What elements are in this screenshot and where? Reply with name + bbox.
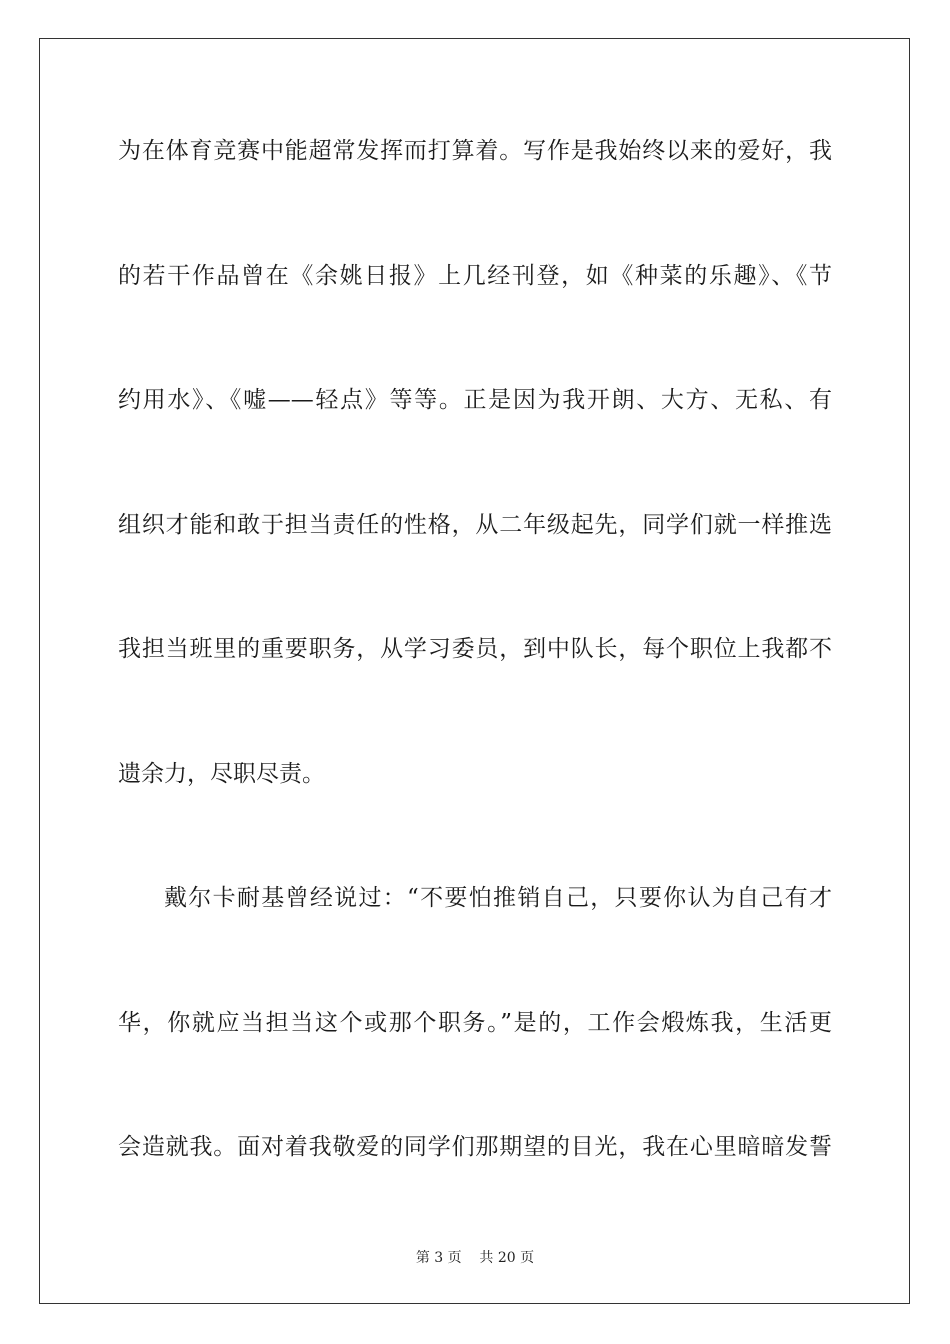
paragraph-line: 约用水》、《嘘——轻点》等等。正是因为我开朗、大方、无私、有	[118, 387, 832, 413]
paragraph-line: 组织才能和敢于担当责任的性格，从二年级起先，同学们就一样推选	[118, 512, 832, 538]
paragraph-last-line: 遗余力，尽职尽责。	[118, 761, 325, 787]
page-number-footer: 第 3 页 共 20 页	[415, 1250, 535, 1266]
page-border	[39, 38, 910, 1304]
paragraph-line: 我担当班里的重要职务，从学习委员，到中队长，每个职位上我都不	[118, 636, 832, 662]
paragraph-line: 华，你就应当担当这个或那个职务。”是的，工作会煅炼我，生活更	[118, 1010, 832, 1036]
paragraph-first-line-indented: 戴尔卡耐基曾经说过：“不要怕推销自己，只要你认为自己有才	[164, 885, 832, 911]
paragraph-line: 为在体育竞赛中能超常发挥而打算着。写作是我始终以来的爱好，我	[118, 138, 832, 164]
paragraph-line: 会造就我。面对着我敬爱的同学们那期望的目光，我在心里暗暗发誓	[118, 1134, 832, 1160]
paragraph-line: 的若干作品曾在《余姚日报》上几经刊登，如《种菜的乐趣》、《节	[118, 263, 832, 289]
